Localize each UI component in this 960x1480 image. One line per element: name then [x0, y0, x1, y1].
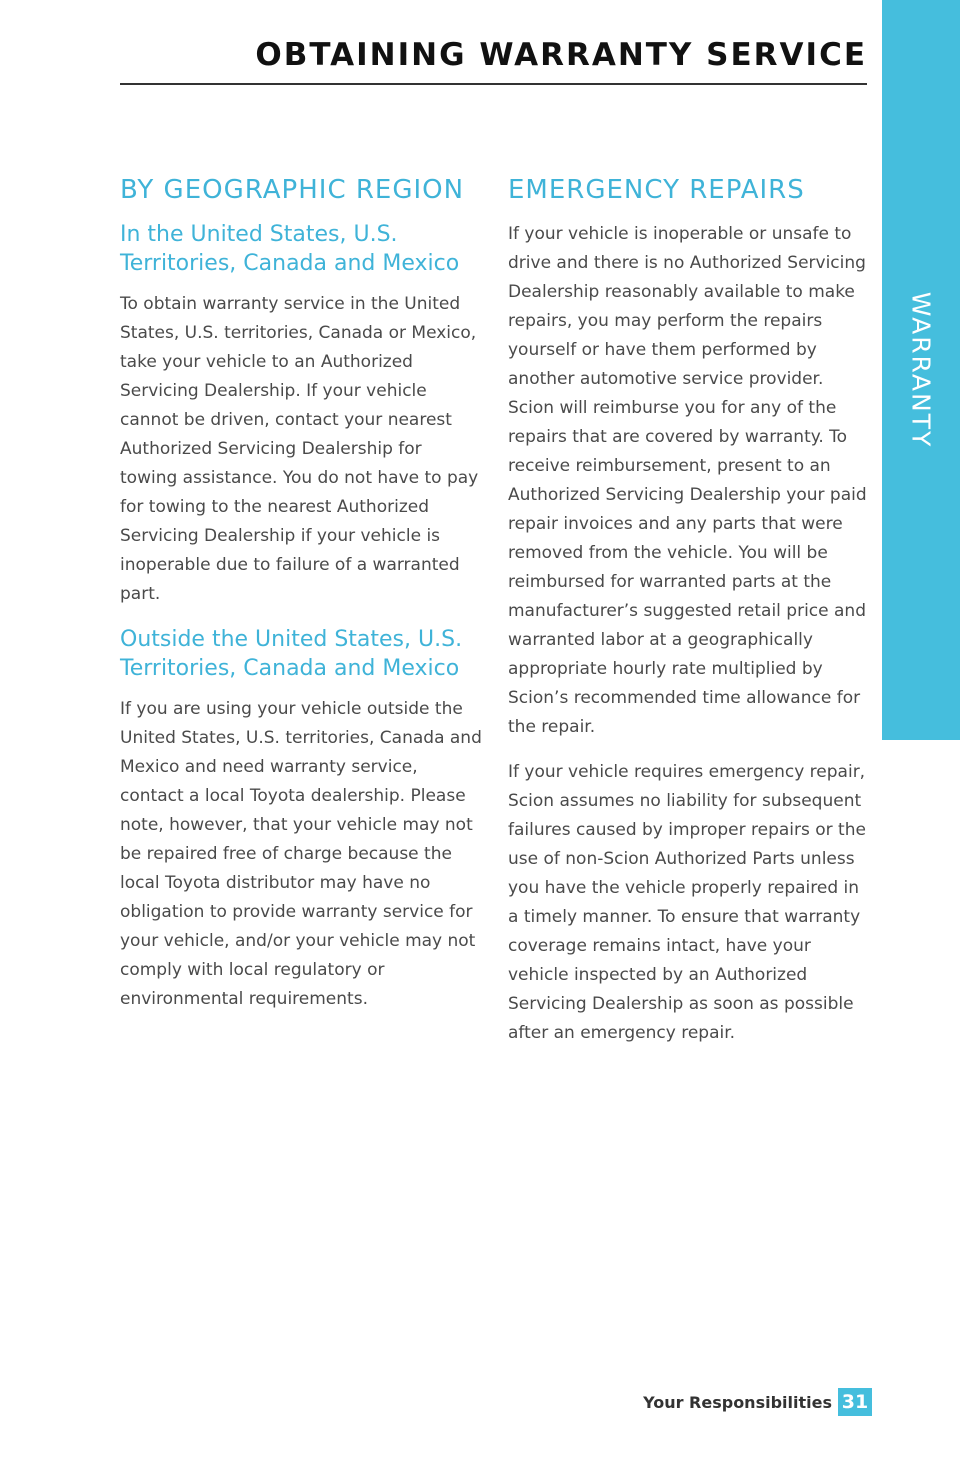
page-footer — [643, 1388, 872, 1416]
subheading-outside-us: Outside the United States, U.S. Territories, Canada and Mexico — [120, 627, 463, 681]
side-tab-label: WARRANTY — [906, 291, 936, 449]
left-column — [120, 172, 482, 1030]
paragraph-emergency-1: If your vehicle is inoperable or unsafe to drive and there is no Authorized Servicing Dealership reasonably available to make repairs, you may perform the repairs yourself or have them performed by another automotive service provider. Scion will reimburse you for any of the repairs that are covered by warranty. To receive reimbursement, present to an Authorized Servicing Dealership your paid repair invoices and any parts that were removed from the vehicle. You will be reimbursed for warranted parts at the manufacturer’s suggested retail price and warranted labor at a geographically appropriate hourly rate multiplied by Scion’s recommended time allowance for the repair. — [508, 224, 867, 737]
paragraph-emergency-2: If your vehicle requires emergency repair, Scion assumes no liability for subsequent failures caused by improper repairs or the use of non-Scion Authorized Parts unless you have the vehicle properly repaired in a timely manner. To ensure that warranty coverage remains intact, have your vehicle inspected by an Authorized Servicing Dealership as soon as possible after an emergency repair. — [508, 762, 866, 1043]
paragraph-us-territories: To obtain warranty service in the United States, U.S. territories, Canada or Mexico, take your vehicle to an Authorized Servicing Dealership. If your vehicle cannot be driven, contact your nearest Authorized Servicing Dealership for towing assistance. You do not have to pay for towing to the nearest Authorized Servicing Dealership if your vehicle is inoperable due to failure of a warranted part. — [120, 294, 479, 604]
subheading-us-territories: In the United States, U.S. Territories, Canada and Mexico — [120, 222, 460, 276]
right-column — [508, 172, 870, 1064]
paragraph-outside-us: If you are using your vehicle outside the United States, U.S. territories, Canada and Mexico and need warranty service, contact a local Toyota dealership. Please note, however, that your vehicle may not be repaired free of charge because the local Toyota distributor may have no obligation to provide warranty service for your vehicle, and/or your vehicle may not comply with local regulatory or environmental requirements. — [120, 699, 482, 1009]
section-heading-geographic-region: BY GEOGRAPHIC REGION — [120, 175, 465, 205]
section-heading-emergency-repairs: EMERGENCY REPAIRS — [508, 175, 805, 205]
footer-section-label: Your Responsibilities — [643, 1392, 832, 1412]
page-number: 31 — [838, 1388, 872, 1416]
page-title: OBTAINING WARRANTY SERVICE — [255, 37, 867, 73]
title-divider — [120, 83, 867, 85]
